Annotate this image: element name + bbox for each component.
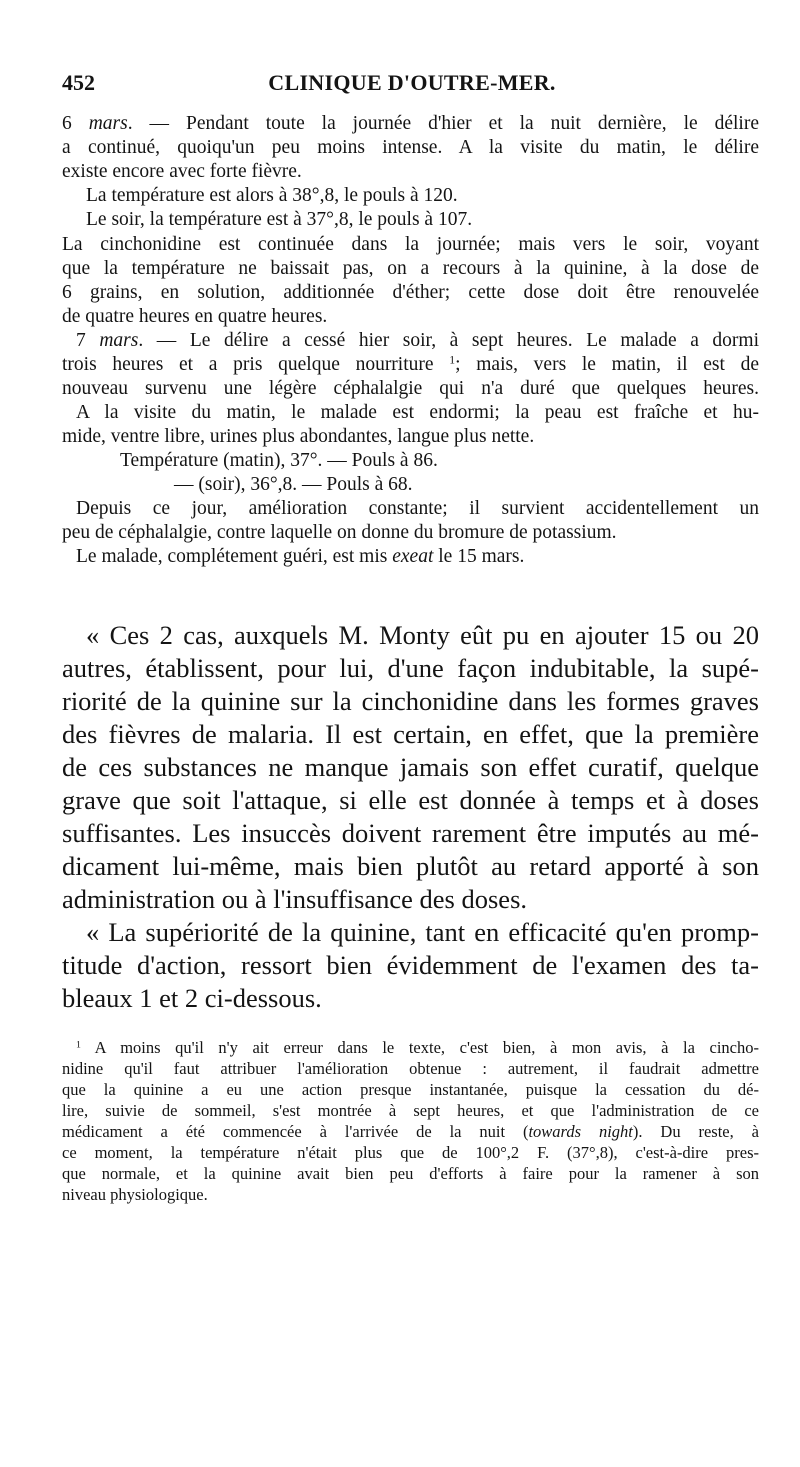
case-line: peu de céphalalgie, contre laquelle on donne du bromure de potassium. xyxy=(62,522,617,543)
footnote-line: nidine qu'il faut attribuer l'amélioration obtenue : autrement, il faudrait admettre xyxy=(62,1059,759,1078)
case-line: a continué, quoiqu'un peu moins intense. A la visite du matin, le délire xyxy=(62,137,759,158)
commentary-line: riorité de la quinine sur la cinchonidine dans les formes graves xyxy=(62,686,759,716)
case-line: Depuis ce jour, amélioration constante; il survient accidentellement un xyxy=(76,498,759,519)
commentary-line: « Ces 2 cas, auxquels M. Monty eût pu en ajouter 15 ou 20 xyxy=(86,620,759,650)
case-line: A la visite du matin, le malade est endormi; la peau est fraîche et hu- xyxy=(76,402,759,423)
commentary-line: bleaux 1 et 2 ci-dessous. xyxy=(62,983,322,1013)
case-line: que la température ne baissait pas, on a recours à la quinine, à la dose de xyxy=(62,258,759,279)
commentary-line: de ces substances ne manque jamais son effet curatif, quelque xyxy=(62,752,759,782)
footnote-line: médicament a été commencée à l'arrivée de la nuit (towards night). Du reste, à xyxy=(62,1122,759,1141)
commentary-line: suffisantes. Les insuccès doivent rarement être imputés au mé- xyxy=(62,818,759,848)
case-line: La température est alors à 38°,8, le pouls à 120. xyxy=(86,185,458,206)
case-line: 7 mars. — Le délire a cessé hier soir, à sept heures. Le malade a dormi xyxy=(76,330,760,351)
commentary-line: titude d'action, ressort bien évidemment de l'examen des ta- xyxy=(62,950,759,980)
commentary-line: administration ou à l'insuffisance des doses. xyxy=(62,884,528,914)
case-line: — (soir), 36°,8. — Pouls à 68. xyxy=(174,474,413,495)
footnote-line: que la quinine a eu une action presque instantanée, puisque la cessation du dé- xyxy=(62,1080,759,1099)
case-line: 6 mars. — Pendant toute la journée d'hier et la nuit dernière, le délire xyxy=(62,113,759,134)
page-header xyxy=(62,70,762,100)
case-line: nouveau survenu une légère céphalalgie qui n'a duré que quelques heures. xyxy=(62,378,759,399)
commentary-line: des fièvres de malaria. Il est certain, en effet, que la première xyxy=(62,719,759,749)
footnote-line: $^1$ A moins qu'il n'y ait erreur dans le texte, c'est bien, à mon avis, à la cincho- xyxy=(76,1038,759,1057)
commentary-line: grave que soit l'attaque, si elle est donnée à temps et à doses xyxy=(62,785,759,815)
commentary-line: autres, établissent, pour lui, d'une façon indubitable, la supé- xyxy=(62,653,759,683)
commentary-line: « La supériorité de la quinine, tant en efficacité qu'en promp- xyxy=(86,917,759,947)
footnote-line: que normale, et la quinine avait bien peu d'efforts à faire pour la ramener à son xyxy=(62,1164,759,1183)
case-line: de quatre heures en quatre heures. xyxy=(62,306,328,327)
page-number: 452 xyxy=(62,70,95,95)
case-line: Le malade, complétement guéri, est mis exeat le 15 mars. xyxy=(76,546,525,567)
case-line: Température (matin), 37°. — Pouls à 86. xyxy=(120,450,438,471)
footnote-line: lire, suivie de sommeil, s'est montrée à sept heures, et que l'administration de ce xyxy=(62,1101,759,1120)
case-line: mide, ventre libre, urines plus abondantes, langue plus nette. xyxy=(62,426,535,447)
case-line: Le soir, la température est à 37°,8, le pouls à 107. xyxy=(86,209,473,230)
case-line: La cinchonidine est continuée dans la journée; mais vers le soir, voyant xyxy=(62,234,759,255)
commentary-line: dicament lui-même, mais bien plutôt au retard apporté à son xyxy=(62,851,759,881)
case-line: 6 grains, en solution, additionnée d'éther; cette dose doit être renouvelée xyxy=(62,282,759,303)
footnote-line: ce moment, la température n'était plus que de 100°,2 F. (37°,8), c'est-à-dire pres- xyxy=(62,1143,759,1162)
running-title: CLINIQUE D'OUTRE-MER. xyxy=(268,70,556,95)
footnote-line: niveau physiologique. xyxy=(62,1185,208,1204)
case-line: existe encore avec forte fièvre. xyxy=(62,161,302,182)
case-line: trois heures et a pris quelque nourriture $^1$; mais, vers le matin, il est de xyxy=(62,353,759,375)
